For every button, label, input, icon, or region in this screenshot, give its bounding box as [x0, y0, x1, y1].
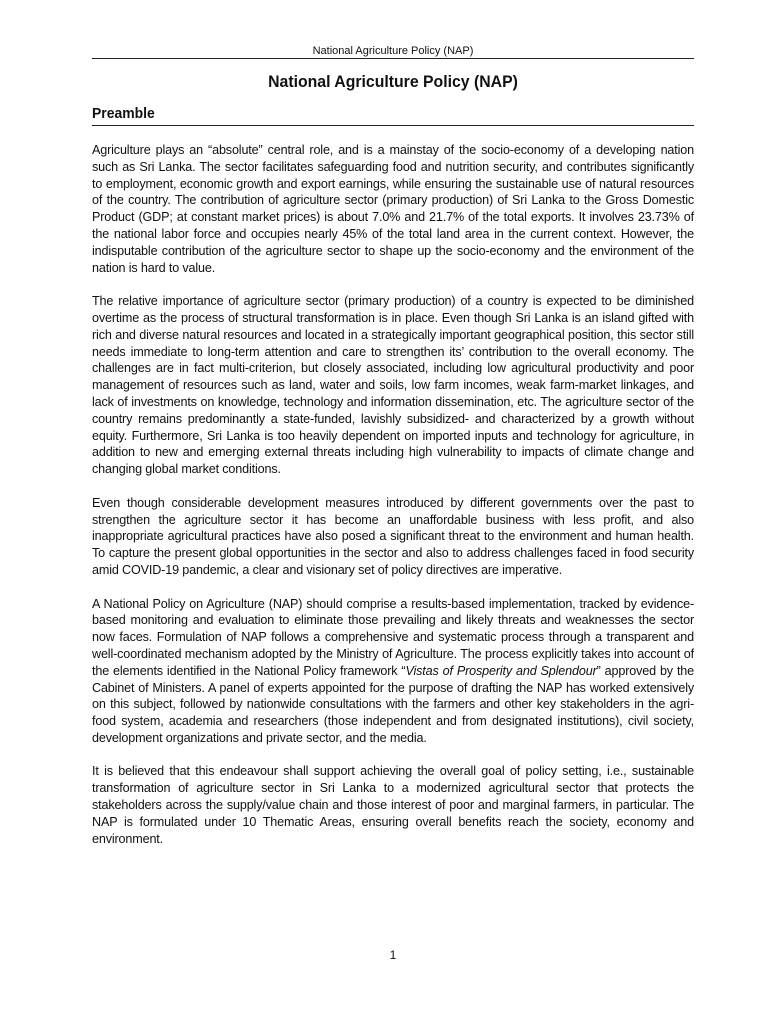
document-title: National Agriculture Policy (NAP) [268, 72, 518, 91]
running-header: National Agriculture Policy (NAP) [312, 45, 474, 57]
paragraph-4-text-start: A National Policy on Agriculture (NAP) should comprise a results-based implementation, tracked by evidence-based monitoring and evaluation to eliminate those prevailing and likely threats and weaknesses the sector now faces. Formulation of NAP follows a comprehensive and systematic process through a transparent and well-coordinated mechanism adopted by the Ministry of Agriculture. The process explicitly takes into account of the elements identified in the National Policy framework “ [92, 596, 694, 678]
paragraph-1: Agriculture plays an “absolute” central role, and is a mainstay of the socio-economy of a developing nation such as Sri Lanka. The sector facilitates safeguarding food and nutrition security, and contributes significantly to employment, economic growth and export earnings, while ensuring the sustainable use of natural resources of the country. The contribution of agriculture sector (primary production) of Sri Lanka to the Gross Domestic Product (GDP; at constant market prices) is about 7.0% and 21.7% of the total exports. It involves 23.73% of the national labor force and occupies nearly 45% of the total land area in the current context. However, the indisputable contribution of the agriculture sector to shape up the socio-economy and the environment of the nation is hard to value. [92, 143, 694, 275]
paragraph-5: It is believed that this endeavour shall support achieving the overall goal of policy setting, i.e., sustainable transformation of agriculture sector in Sri Lanka to a modernized agricultural sector that protects the stakeholders across the supply/value chain and those interest of poor and marginal farmers, in particular. The NAP is formulated under 10 Thematic Areas, ensuring overall benefits reach the society, economy and environment. [92, 764, 694, 846]
framework-title: Vistas of Prosperity and Splendour [405, 663, 597, 678]
paragraph-4-text-end: ” approved by the Cabinet of Ministers. A panel of experts appointed for the purpose of drafting the NAP has worked extensively on this subject, followed by nationwide consultations with the farmers and other key stakeholders in the agri-food system, academia and researchers (those independent and from designated institutions), civil society, development organizations and private sector, and the media. [92, 663, 694, 745]
paragraph-3: Even though considerable development measures introduced by different governments over the past to strengthen the agriculture sector it has become an unaffordable business with less profit, and also inappropriate agricultural practices have also posed a significant threat to the environment and human health. To capture the present global opportunities in the sector and also to address challenges faced in food security amid COVID-19 pandemic, a clear and visionary set of policy directives are imperative. [92, 495, 694, 577]
paragraph-2: The relative importance of agriculture sector (primary production) of a country is expected to be diminished overtime as the process of structural transformation is in place. Even though Sri Lanka is an island gifted with rich and diverse natural resources and located in a strategically important geographical position, this sector still needs immediate to long-term attention and care to strengthen its’ contribution to the overall economy. The challenges are in fact multi-criterion, but closely associated, including low agricultural productivity and poor management of resources such as land, water and soils, low farm incomes, weak farm-market linkages, and lack of investments on knowledge, technology and information dissemination, etc. The agriculture sector of the country remains predominantly a state-funded, lavishly subsidized- and characterized by a growth without equity. Furthermore, Sri Lanka is too heavily dependent on imported inputs and technology for agriculture, in addition to new and emerging external threats including high vulnerability to impacts of climate change and changing global market conditions. [92, 294, 694, 477]
section-divider [92, 125, 694, 126]
section-heading: Preamble [92, 105, 155, 122]
page-number: 1 [389, 948, 397, 962]
paragraph-4 [92, 596, 694, 747]
header-divider [92, 58, 694, 59]
body-text [92, 142, 694, 864]
